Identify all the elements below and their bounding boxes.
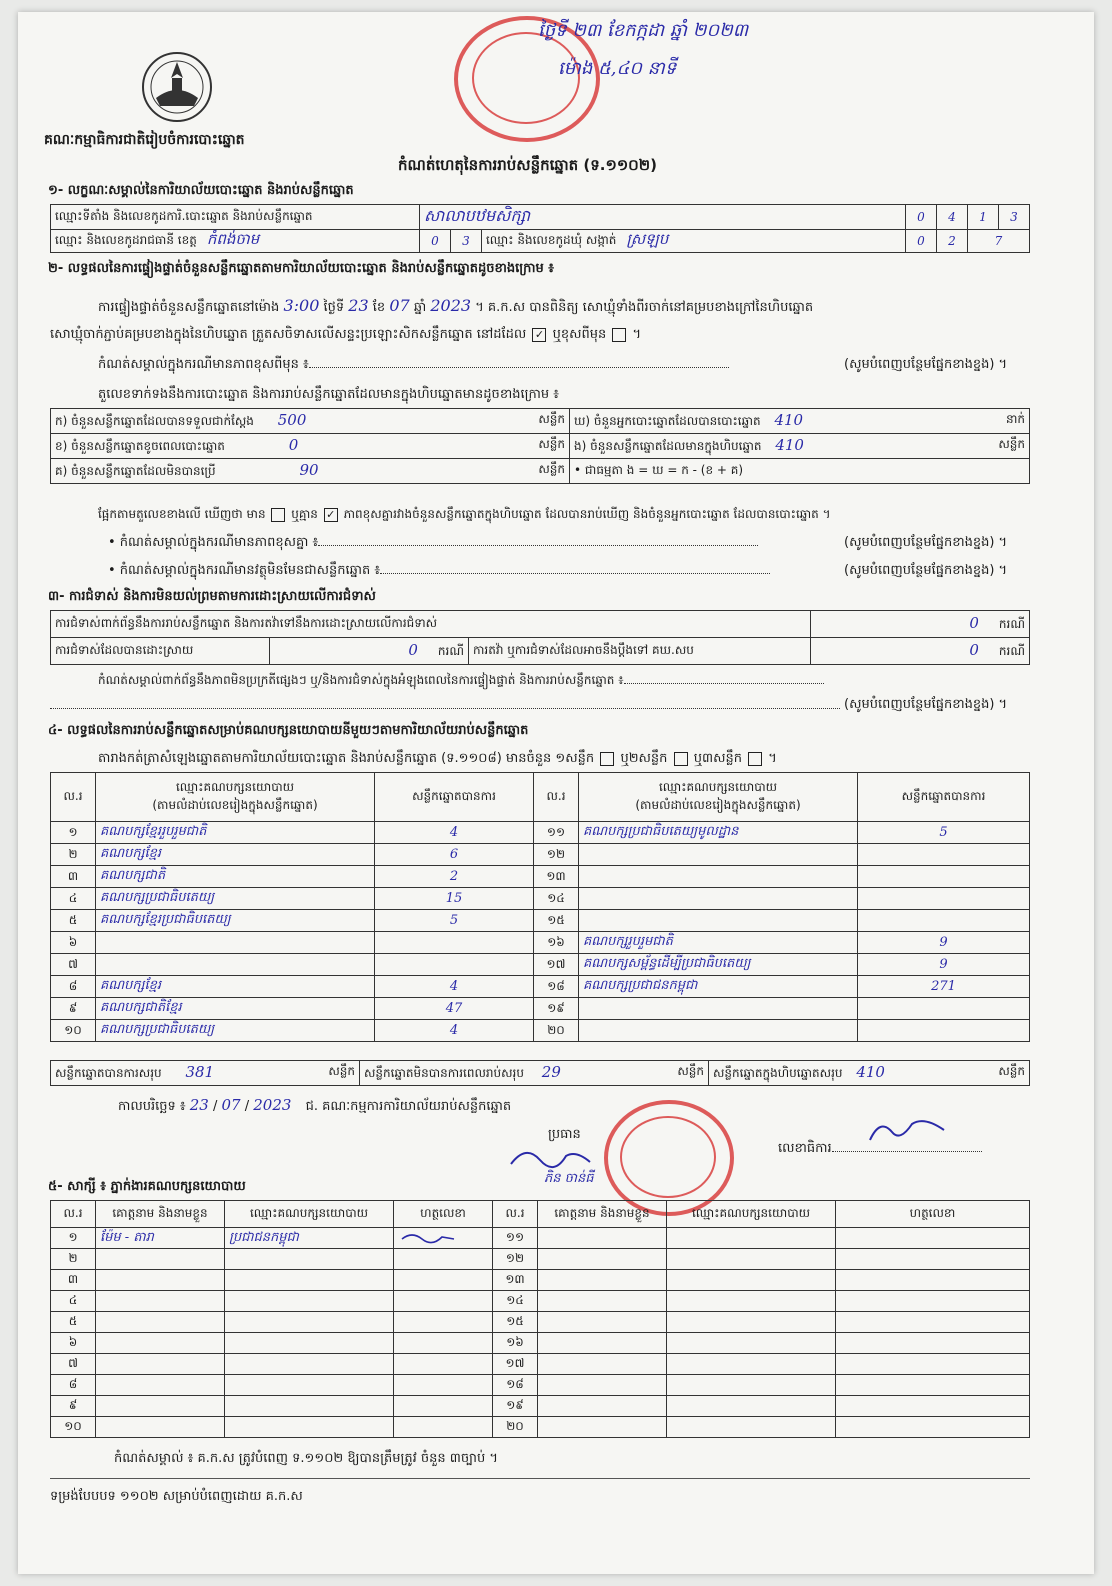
witness-no: ១៨	[493, 1375, 538, 1396]
objection-row2-cell-a: 0 ករណី	[270, 638, 469, 665]
witness-no: ៤	[51, 1291, 96, 1312]
has-difference-checkbox[interactable]	[271, 508, 285, 522]
total-invalid-row: សន្លឹកឆ្នោតមិនបានការពេលរាប់សរុប 29 សន្លឹក	[360, 1061, 709, 1086]
result-votes	[858, 910, 1030, 932]
objection-row1-cell: 0 ករណី	[811, 611, 1030, 638]
count-ko-value: 90	[299, 461, 319, 479]
result-no: ១៣	[534, 866, 579, 888]
result-party: គណបក្សជាតិ	[96, 866, 375, 888]
witness-party	[225, 1354, 394, 1375]
witness-party	[667, 1333, 836, 1354]
results-table	[50, 772, 1030, 1042]
location-label: ឈ្មោះទីតាំង និងលេខកូដការិ.បោះឆ្នោត និងរាប់សន្លឹកឆ្នោត	[51, 205, 420, 230]
note-hint-1: (សូមបំពេញបន្ថែមផ្នែកខាងខ្នង) ។	[844, 357, 1008, 372]
objection-row1-value: 0	[969, 614, 979, 632]
witness-signature	[394, 1375, 493, 1396]
result-votes: 15	[375, 888, 534, 910]
verify-month: 07	[389, 296, 410, 315]
result-no: ៧	[51, 954, 96, 976]
result-votes	[858, 866, 1030, 888]
result-votes: 9	[858, 954, 1030, 976]
province-code-1: 0	[420, 230, 451, 253]
table-row	[51, 1396, 1030, 1417]
table-row	[51, 866, 1030, 888]
totals-table	[50, 1060, 1030, 1086]
result-party	[579, 1020, 858, 1042]
col-party-left: ឈ្មោះគណបក្សនយោបាយ (តាមលំដាប់លេខរៀងក្នុងសន្លឹកឆ្នោត)	[96, 773, 375, 822]
witness-party	[225, 1333, 394, 1354]
count-ko-row: គ) ចំនួនសន្លឹកឆ្នោតដែលមិនបានប្រើ 90 សន្លឹក	[51, 459, 570, 484]
president-label: ប្រធាន	[548, 1127, 581, 1142]
total-box-row: សន្លឹកឆ្នោតក្នុងហិបឆ្នោតសរុប 410 សន្លឹក	[709, 1061, 1030, 1086]
witness-name	[538, 1396, 667, 1417]
witness-signature	[836, 1333, 1030, 1354]
witness-no: ១	[51, 1228, 96, 1249]
compare-line: ផ្អែកតាមតួលេខខាងលើ ឃើញថា មាន ឬគ្មាន ✓ ភាពខុសគ្នារវាងចំនួនសន្លឹកឆ្នោតក្នុងហិបឆ្នោត ដែលបានរាប់ឃើញ និងចំនួនអ្នកបោះឆ្នោត ដែលបានបោះឆ្នោត ។	[98, 507, 831, 521]
location-code-4: 3	[999, 205, 1030, 230]
province-code-2: 3	[451, 230, 482, 253]
result-party: គណបក្សប្រជាជនកម្ពុជា	[579, 976, 858, 998]
witness-table	[50, 1200, 1030, 1438]
official-seal-bottom	[604, 1100, 734, 1216]
result-votes	[375, 932, 534, 954]
witness-no: ៥	[51, 1312, 96, 1333]
col-votes-left: សន្លឹកឆ្នោតបានការ	[375, 773, 534, 822]
same-checkbox[interactable]: ✓	[532, 328, 546, 342]
note-different: កំណត់សម្គាល់ក្នុងករណីមានភាពខុសពីមុន ៖	[98, 356, 729, 375]
counts-table	[50, 408, 1030, 484]
witness-party	[225, 1375, 394, 1396]
no-difference-checkbox[interactable]: ✓	[324, 508, 338, 522]
two-sheet-checkbox[interactable]	[674, 752, 688, 766]
result-votes: 9	[858, 932, 1030, 954]
witness-name	[96, 1270, 225, 1291]
witness-name	[538, 1375, 667, 1396]
w-col-name-left: គោត្តនាម និងនាមខ្លួន	[96, 1201, 225, 1228]
witness-no: ១២	[493, 1249, 538, 1270]
dotted-line	[50, 708, 840, 709]
location-value: សាលាបឋមសិក្សា	[420, 205, 906, 230]
date-line: កាលបរិច្ឆេទ ៖ 23 / 07 / 2023 ជ. គណៈកម្មការការិយាល័យរាប់សន្លឹកឆ្នោត	[118, 1096, 512, 1114]
result-no: ១១	[534, 822, 579, 844]
objection-row1-label: ការជំទាស់ពាក់ព័ន្ធនឹងការរាប់សន្លឹកឆ្នោត និងការតវ៉ាទៅនឹងការដោះស្រាយលើការជំទាស់	[51, 611, 811, 638]
verify-line1: ការផ្ទៀងផ្ទាត់ចំនួនសន្លឹកឆ្នោតនៅម៉ោង 3:00 ថ្ងៃទី 23 ខែ 07 ឆ្នាំ 2023 ។ គ.ក.ស បានពិនិត្យ សោឃ្មុំទាំងពីរចាក់នៅគម្របខាងក្រៅនៃហិបឆ្នោត	[98, 296, 814, 315]
result-party: គណបក្សប្រជាធិបតេយ្យ	[96, 888, 375, 910]
section4-title: ៤- លទ្ធផលនៃការរាប់សន្លឹកឆ្នោតសម្រាប់គណបក្សនយោបាយនីមួយៗតាមការិយាល័យរាប់សន្លឹកឆ្នោត	[48, 723, 529, 738]
witness-signature	[394, 1291, 493, 1312]
president-name: ភិន ចាន់ធី	[544, 1171, 594, 1186]
result-party	[579, 866, 858, 888]
count-kha-value: 0	[288, 436, 299, 454]
table-row	[51, 1312, 1030, 1333]
witness-name	[96, 1291, 225, 1312]
date-year: 2023	[253, 1096, 292, 1114]
witness-no: ២០	[493, 1417, 538, 1438]
objection-table	[50, 610, 1030, 665]
table-row	[51, 954, 1030, 976]
col-party-right: ឈ្មោះគណបក្សនយោបាយ (តាមលំដាប់លេខរៀងក្នុងសន្លឹកឆ្នោត)	[579, 773, 858, 822]
witness-no: ៨	[51, 1375, 96, 1396]
witness-no: ២	[51, 1249, 96, 1270]
witness-name	[538, 1228, 667, 1249]
witness-no: ១៣	[493, 1270, 538, 1291]
table-row	[51, 1020, 1030, 1042]
result-no: ៣	[51, 866, 96, 888]
count-ngo-value: 410	[775, 436, 804, 454]
witness-no: ៧	[51, 1354, 96, 1375]
w-col-sign-right: ហត្ថលេខា	[836, 1201, 1030, 1228]
result-votes: 2	[375, 866, 534, 888]
table-row	[51, 1291, 1030, 1312]
result-party: គណបក្សខ្មែរប្រជាធិបតេយ្យ	[96, 910, 375, 932]
result-party	[96, 932, 375, 954]
result-votes: 5	[858, 822, 1030, 844]
witness-name	[96, 1396, 225, 1417]
result-party: គណបក្សប្រជាធិបតេយ្យ	[96, 1020, 375, 1042]
result-no: ៤	[51, 888, 96, 910]
witness-name	[96, 1249, 225, 1270]
witness-name	[96, 1333, 225, 1354]
witness-signature	[836, 1417, 1030, 1438]
section5-title: ៥- សាក្សី ៖ ភ្នាក់ងារគណបក្សនយោបាយ	[48, 1179, 246, 1194]
witness-name	[538, 1291, 667, 1312]
result-no: ៨	[51, 976, 96, 998]
witness-no: ៩	[51, 1396, 96, 1417]
verify-line2: សោឃ្មុំចាក់ភ្ជាប់គម្របខាងក្នុងនៃហិបឆ្នោត ត្រួតសចិទាសលើសន្ទះប្រឡោះសិកសន្លឹកឆ្នោត នៅដដែល ✓ ឬខុសពីមុន ។	[50, 327, 642, 342]
witness-signature	[394, 1228, 493, 1249]
verify-time: 3:00	[283, 296, 320, 315]
result-no: ១	[51, 822, 96, 844]
witness-party	[667, 1417, 836, 1438]
result-no: ១២	[534, 844, 579, 866]
col-votes-right: សន្លឹកឆ្នោតបានការ	[858, 773, 1030, 822]
section1-title: ១- លក្ខណៈសម្គាល់នៃការិយាល័យបោះឆ្នោត និងរាប់សន្លឹកឆ្នោត	[48, 183, 354, 198]
commune-value: ស្រឡប	[626, 230, 669, 248]
result-party	[579, 844, 858, 866]
witness-signature	[394, 1270, 493, 1291]
witness-party	[225, 1312, 394, 1333]
form-sheet	[18, 12, 1094, 1574]
witness-signature	[836, 1270, 1030, 1291]
table-row	[51, 932, 1030, 954]
top-handwriting-line1: ថ្ងៃទី ២៣ ខែកក្កដា ឆ្នាំ ២០២៣	[538, 20, 749, 41]
witness-party	[225, 1270, 394, 1291]
witness-signature	[394, 1396, 493, 1417]
witness-signature	[836, 1312, 1030, 1333]
w-col-no-left: ល.រ	[51, 1201, 96, 1228]
verify-day: 23	[348, 296, 369, 315]
result-votes: 47	[375, 998, 534, 1020]
count-ngo-row: ង) ចំនួនសន្លឹកឆ្នោតដែលមានក្នុងហិបឆ្នោត 410 សន្លឹក	[570, 434, 1030, 459]
result-no: ១៧	[534, 954, 579, 976]
bullet-difference: • កំណត់សម្គាល់ក្នុងករណីមានភាពខុសគ្នា ៖	[108, 534, 758, 553]
result-no: ២០	[534, 1020, 579, 1042]
count-ka-row: ក) ចំនួនសន្លឹកឆ្នោតដែលបានទទួលជាក់ស្តែង 500 សន្លឹក	[51, 409, 570, 434]
total-invalid-value: 29	[541, 1063, 561, 1081]
witness-name	[96, 1417, 225, 1438]
table-row	[51, 910, 1030, 932]
col-no-right: ល.រ	[534, 773, 579, 822]
note-hint-3: (សូមបំពេញបន្ថែមផ្នែកខាងខ្នង) ។	[844, 563, 1008, 578]
witness-no: ១១	[493, 1228, 538, 1249]
result-no: ១៨	[534, 976, 579, 998]
location-code-3: 1	[968, 205, 999, 230]
date-month: 07	[221, 1096, 241, 1114]
witness-signature	[394, 1249, 493, 1270]
witness-name	[96, 1354, 225, 1375]
top-handwriting-line2: ម៉ោង ៥,៤០ នាទី	[558, 58, 677, 79]
result-no: ៦	[51, 932, 96, 954]
witness-signature	[394, 1312, 493, 1333]
note-hint-4: (សូមបំពេញបន្ថែមផ្នែកខាងខ្នង) ។	[844, 697, 1008, 712]
location-code-1: 0	[906, 205, 937, 230]
table-row	[51, 1249, 1030, 1270]
result-no: ២	[51, 844, 96, 866]
witness-party	[667, 1354, 836, 1375]
result-party	[579, 998, 858, 1020]
date-day: 23	[189, 1096, 209, 1114]
witness-name	[538, 1249, 667, 1270]
count-kha-row: ខ) ចំនួនសន្លឹកឆ្នោតខូចពេលបោះឆ្នោត 0 សន្លឹក	[51, 434, 570, 459]
witness-name	[538, 1333, 667, 1354]
result-party: គណបក្សខ្មែរ	[96, 844, 375, 866]
w-col-name-right: គោត្តនាម និងនាមខ្លួន	[538, 1201, 667, 1228]
bullet-foreign-object: • កំណត់សម្គាល់ក្នុងករណីមានវត្ថុមិនមែនជាសន្លឹកឆ្នោត ៖	[108, 562, 770, 581]
objection-note: កំណត់សម្គាល់ពាក់ព័ន្ធនឹងភាពមិនប្រក្រតីផ្សេងៗ ឬ/និងការជំទាស់ក្នុងអំឡុងពេលនៃការផ្ទៀងផ្ទាត់ និងការរាប់សន្លឹកឆ្នោត ៖	[98, 672, 824, 690]
witness-name	[96, 1375, 225, 1396]
w-col-party-left: ឈ្មោះគណបក្សនយោបាយ	[225, 1201, 394, 1228]
objection-row2-label-b: ការតវ៉ា ឬការជំទាស់ដែលអាចនឹងប្តឹងទៅ គឃ.សប	[469, 638, 811, 665]
result-votes: 6	[375, 844, 534, 866]
witness-name	[538, 1417, 667, 1438]
witness-no: ១០	[51, 1417, 96, 1438]
result-no: ១៩	[534, 998, 579, 1020]
one-sheet-checkbox[interactable]	[600, 752, 614, 766]
witness-party	[667, 1375, 836, 1396]
objection-row2-label-a: ការជំទាស់ដែលបានដោះស្រាយ	[51, 638, 270, 665]
total-valid-value: 381	[185, 1063, 215, 1081]
form-title: កំណត់ហេតុនៃការរាប់សន្លឹកឆ្នោត (ទ.១១០២)	[398, 156, 658, 174]
witness-no: ១៥	[493, 1312, 538, 1333]
result-party: គណបក្សខ្មែរ	[96, 976, 375, 998]
section2-title: ២- លទ្ធផលនៃការផ្ទៀងផ្ទាត់ចំនួនសន្លឹកឆ្នោតតាមការិយាល័យបោះឆ្នោត និងរាប់សន្លឹកឆ្នោតដូចខាងក្រោម ៖	[48, 261, 554, 276]
location-code-2: 4	[937, 205, 968, 230]
witness-no: ៦	[51, 1333, 96, 1354]
result-votes	[858, 888, 1030, 910]
witness-party	[225, 1291, 394, 1312]
province-value: កំពង់ចាម	[206, 230, 260, 248]
witness-party	[667, 1291, 836, 1312]
witness-party	[667, 1396, 836, 1417]
table-row	[51, 976, 1030, 998]
footer-note: កំណត់សម្គាល់ ៖ គ.ក.ស ត្រូវបំពេញ ទ.១១០២ ឱ្យបានត្រឹមត្រូវ ចំនួន ៣ច្បាប់ ។	[114, 1451, 498, 1466]
result-votes	[375, 954, 534, 976]
count-kho-row: ឃ) ចំនួនអ្នកបោះឆ្នោតដែលបានបោះឆ្នោត 410 នាក់	[570, 409, 1030, 434]
w-col-party-right: ឈ្មោះគណបក្សនយោបាយ	[667, 1201, 836, 1228]
result-votes: 4	[375, 976, 534, 998]
witness-signature	[394, 1354, 493, 1375]
table-row	[51, 888, 1030, 910]
col-no-left: ល.រ	[51, 773, 96, 822]
witness-no: ១៦	[493, 1333, 538, 1354]
witness-name	[538, 1312, 667, 1333]
witness-party	[667, 1312, 836, 1333]
witness-name	[538, 1354, 667, 1375]
result-no: ៥	[51, 910, 96, 932]
org-name: គណៈកម្មាធិការជាតិរៀបចំការបោះឆ្នោត	[44, 132, 245, 148]
result-no: ១៤	[534, 888, 579, 910]
tally-sheets-line: តារាងកត់ត្រាសំឡេងឆ្នោតតាមការិយាល័យបោះឆ្នោត និងរាប់សន្លឹកឆ្នោត (ទ.១១០៨) មានចំនួន ១សន្លឹក ឬ២សន្លឹក ឬ៣សន្លឹក ។	[98, 751, 777, 766]
table-row	[51, 1333, 1030, 1354]
result-no: ១៥	[534, 910, 579, 932]
section3-title: ៣- ការជំទាស់ និងការមិនយល់ព្រមតាមការដោះស្រាយលើការជំទាស់	[48, 589, 376, 604]
commune-code-1: 0	[906, 230, 937, 253]
witness-party	[225, 1396, 394, 1417]
witness-signature	[394, 1333, 493, 1354]
witness-party: ប្រជាជនកម្ពុជា	[225, 1228, 394, 1249]
secretary-signature-icon	[864, 1110, 954, 1158]
witness-signature	[836, 1228, 1030, 1249]
result-party: គណបក្សរួបរួមជាតិ	[579, 932, 858, 954]
counts-intro: តួលេខទាក់ទងនឹងការបោះឆ្នោត និងការរាប់សន្លឹកឆ្នោតដែលមានក្នុងហិបឆ្នោតមានដូចខាងក្រោម ៖	[98, 387, 559, 402]
three-sheet-checkbox[interactable]	[748, 752, 762, 766]
witness-party	[667, 1228, 836, 1249]
count-ka-value: 500	[277, 411, 307, 429]
witness-name	[96, 1312, 225, 1333]
result-party: គណបក្សជាតិខ្មែរ	[96, 998, 375, 1020]
province-label: ឈ្មោះ និងលេខកូដរាជធានី ខេត្ត កំពង់ចាម	[51, 230, 420, 253]
different-checkbox[interactable]	[612, 328, 626, 342]
w-col-no-right: ល.រ	[493, 1201, 538, 1228]
commune-code-2: 2	[937, 230, 968, 253]
witness-no: ៣	[51, 1270, 96, 1291]
result-votes	[858, 1020, 1030, 1042]
table-row	[51, 1375, 1030, 1396]
witness-name: ម៉ែម - តារា	[96, 1228, 225, 1249]
result-votes	[858, 844, 1030, 866]
table-row	[51, 1228, 1030, 1249]
nec-emblem-icon	[136, 48, 218, 126]
result-party	[579, 910, 858, 932]
witness-signature	[836, 1291, 1030, 1312]
table-row	[51, 1354, 1030, 1375]
objection-row2-value-a: 0	[408, 641, 418, 659]
witness-party	[225, 1249, 394, 1270]
witness-no: ១៩	[493, 1396, 538, 1417]
result-party: គណបក្សខ្មែររួបរួមជាតិ	[96, 822, 375, 844]
result-votes: 4	[375, 1020, 534, 1042]
footer-divider	[50, 1478, 1030, 1479]
commune-label: ឈ្មោះ និងលេខកូដឃុំ សង្កាត់ ស្រឡប	[482, 230, 906, 253]
result-no: ១៦	[534, 932, 579, 954]
result-votes: 4	[375, 822, 534, 844]
table-row	[51, 1417, 1030, 1438]
table-row	[51, 1270, 1030, 1291]
total-valid-row: សន្លឹកឆ្នោតបានការសរុប 381 សន្លឹក	[51, 1061, 360, 1086]
result-votes	[858, 998, 1030, 1020]
witness-signature	[394, 1417, 493, 1438]
verify-year: 2023	[430, 296, 472, 315]
table-row	[51, 822, 1030, 844]
witness-signature	[836, 1396, 1030, 1417]
result-party	[96, 954, 375, 976]
commune-code-3: 7	[968, 230, 1030, 253]
witness-no: ១៧	[493, 1354, 538, 1375]
result-party: គណបក្សសម្ព័ន្ធដើម្បីប្រជាធិបតេយ្យ	[579, 954, 858, 976]
result-votes: 271	[858, 976, 1030, 998]
section1-table	[50, 204, 1030, 253]
objection-row2-value-b: 0	[969, 641, 979, 659]
witness-signature	[836, 1354, 1030, 1375]
witness-party	[225, 1417, 394, 1438]
result-no: ១០	[51, 1020, 96, 1042]
footer-text: ទម្រង់បែបបទ ១១០២ សម្រាប់បំពេញដោយ គ.ក.ស	[50, 1489, 303, 1504]
note-hint-2: (សូមបំពេញបន្ថែមផ្នែកខាងខ្នង) ។	[844, 535, 1008, 550]
witness-party	[667, 1270, 836, 1291]
result-party: គណបក្សប្រជាធិបតេយ្យមូលដ្ឋាន	[579, 822, 858, 844]
total-box-value: 410	[856, 1063, 885, 1081]
formula: • ជាធម្មតា ង = ឃ = ក - (ខ + គ)	[570, 459, 1030, 484]
count-kho-value: 410	[774, 411, 804, 429]
table-row	[51, 844, 1030, 866]
result-votes: 5	[375, 910, 534, 932]
witness-signature	[836, 1249, 1030, 1270]
secretary-line: លេខាធិការ	[778, 1140, 982, 1159]
witness-party	[667, 1249, 836, 1270]
witness-no: ១៤	[493, 1291, 538, 1312]
witness-signature-icon	[398, 1229, 458, 1245]
witness-signature	[836, 1375, 1030, 1396]
objection-row2-cell-b: 0 ករណី	[811, 638, 1030, 665]
w-col-sign-left: ហត្ថលេខា	[394, 1201, 493, 1228]
result-no: ៩	[51, 998, 96, 1020]
result-party	[579, 888, 858, 910]
witness-name	[538, 1270, 667, 1291]
table-row	[51, 998, 1030, 1020]
